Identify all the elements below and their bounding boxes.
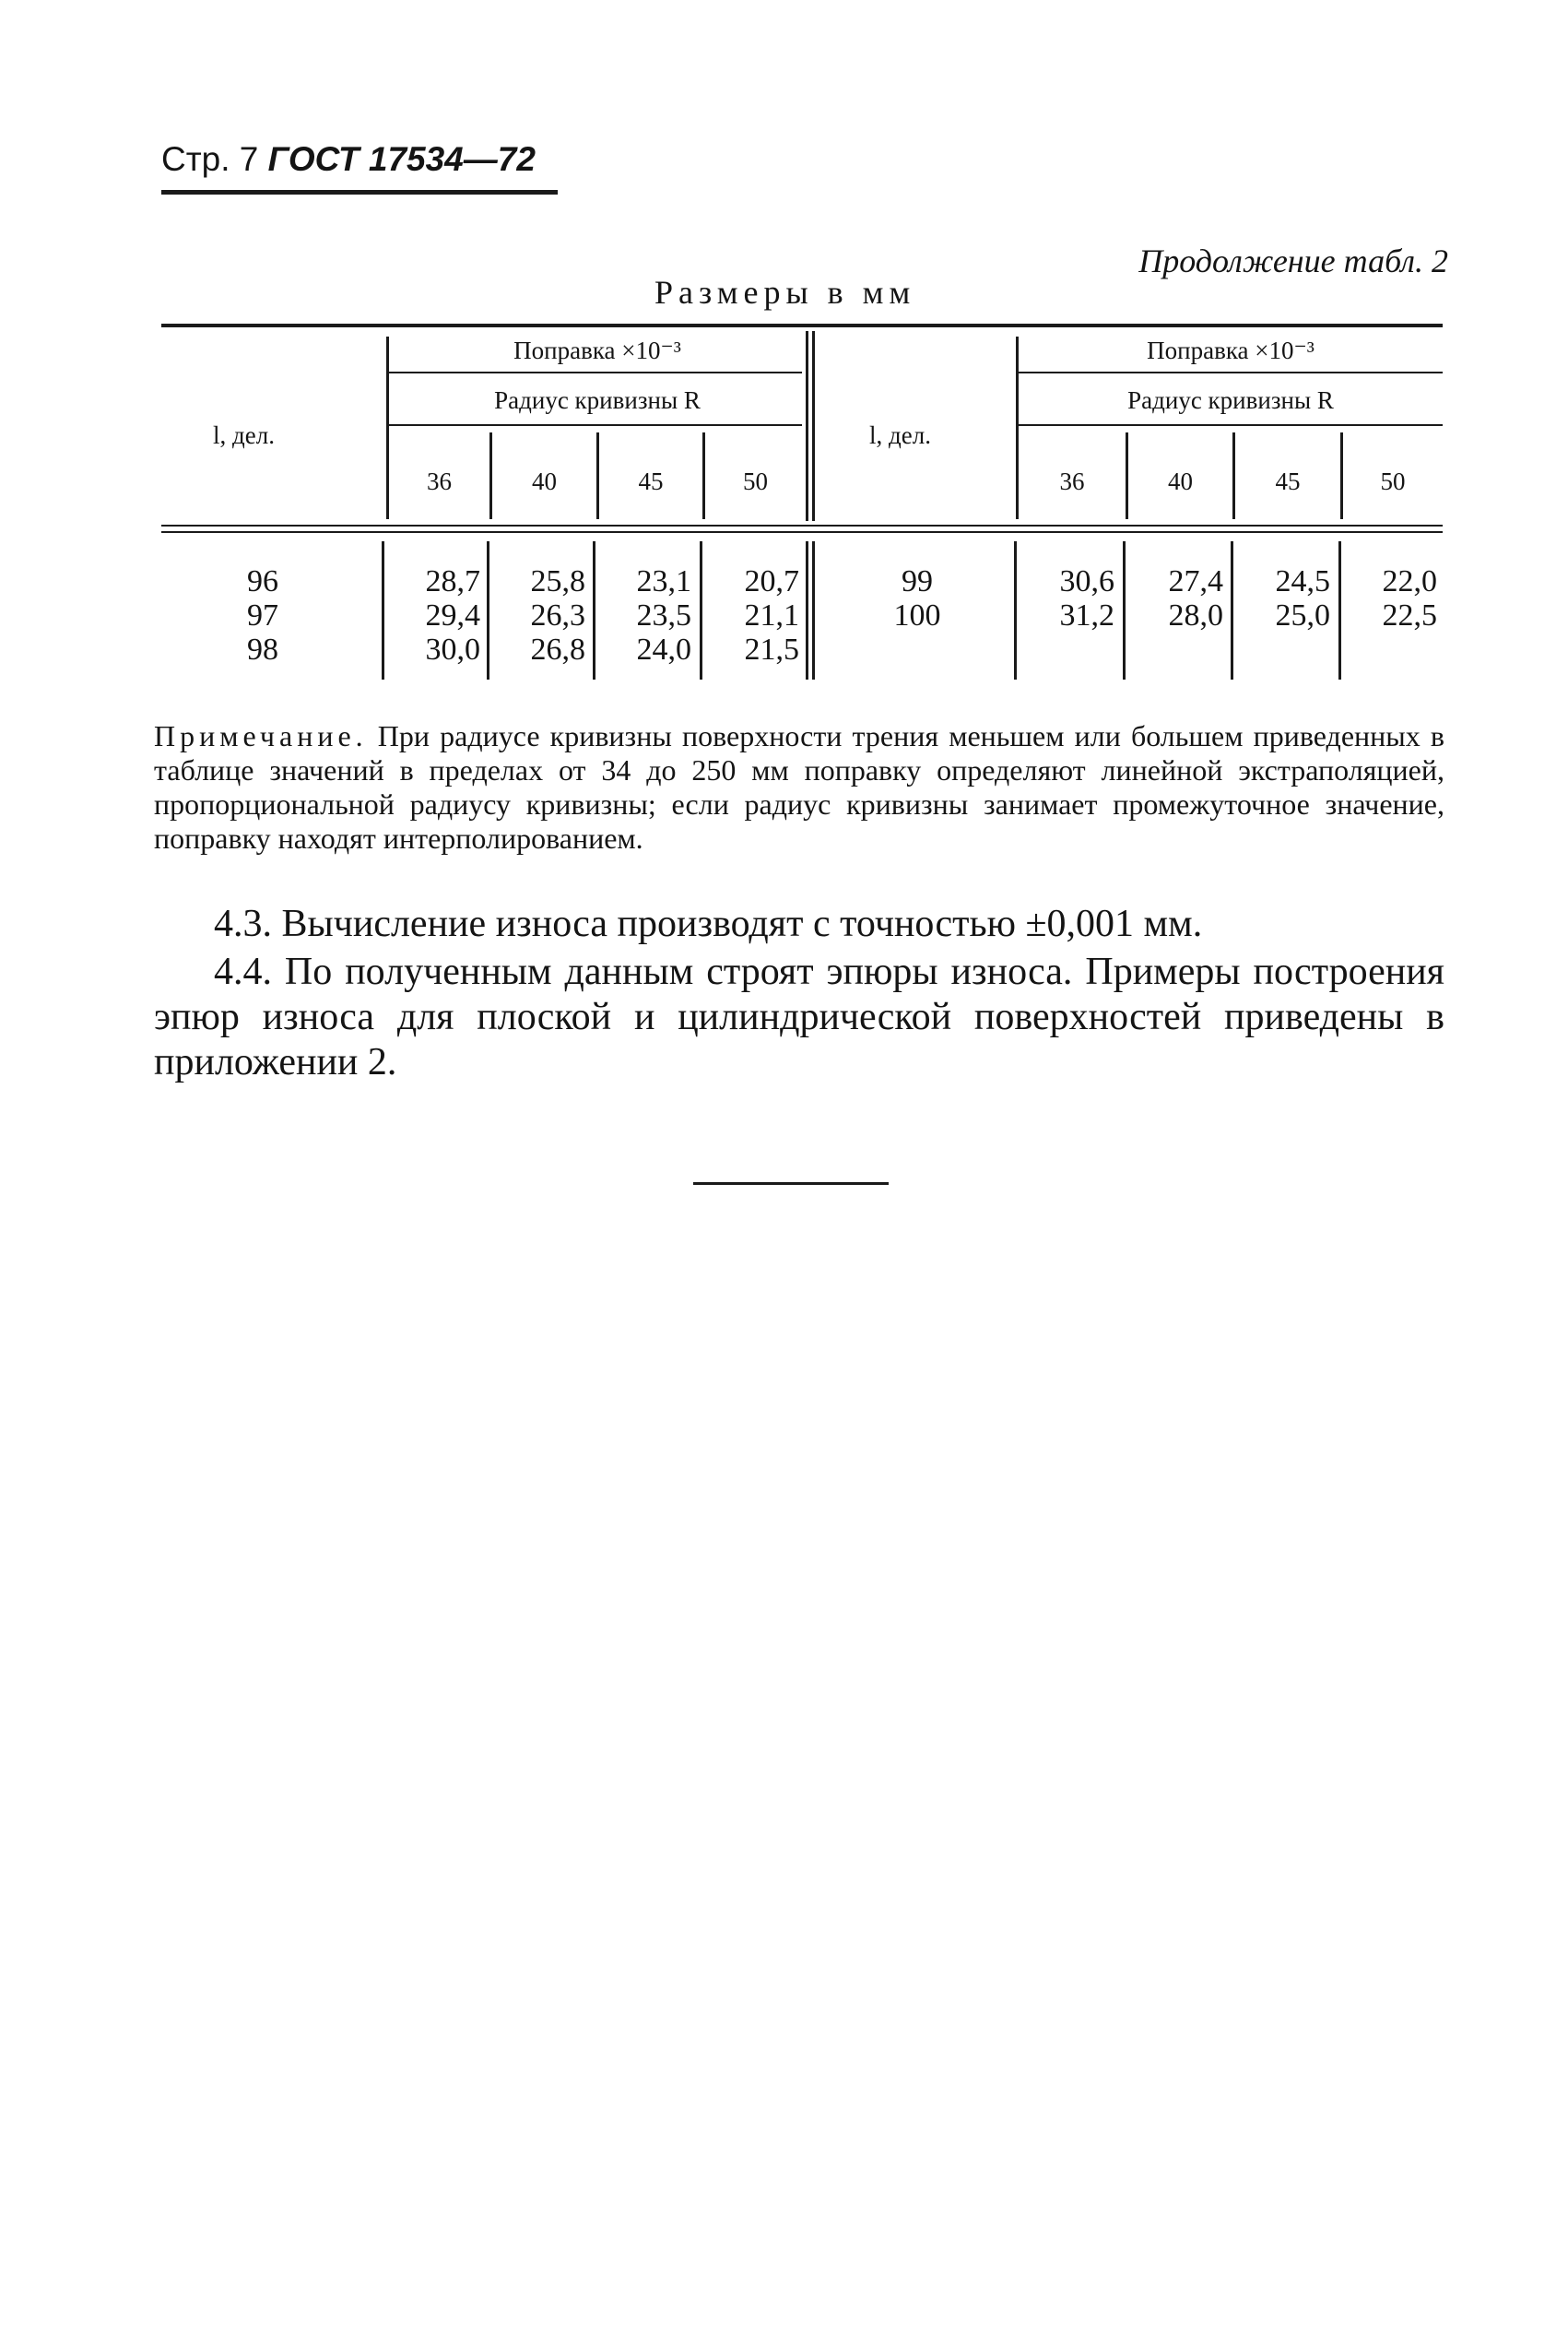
radius-value-header: 36 [427, 468, 452, 495]
table-header-rule [389, 372, 802, 373]
radius-header-right: Радиус кривизны R [1127, 386, 1334, 414]
table-column-rule [1123, 541, 1126, 680]
value-column-r36 [392, 564, 480, 667]
value-column-r50 [709, 564, 799, 667]
radius-value-header: 50 [1380, 468, 1406, 495]
table-header-rule [389, 424, 802, 426]
table-top-rule [161, 324, 1443, 327]
radius-value-header: 40 [1168, 468, 1193, 495]
correction-table [161, 320, 1443, 689]
table-cell: 22,0 [1382, 564, 1437, 598]
table-cell: 24,5 [1275, 564, 1330, 598]
value-column-r40 [497, 564, 585, 667]
page-number: Стр. 7 [161, 140, 259, 178]
paragraph-4-4: 4.4. По полученным данным строят эпюры износа. Примеры построения эпюр износа для плоской и цилиндрической поверхностей приведены в приложении 2. [154, 951, 1444, 1083]
table-cell: 23,5 [636, 598, 691, 633]
radius-value-header: 50 [743, 468, 768, 495]
header-text [161, 138, 558, 181]
correction-header-right: Поправка ×10⁻³ [1147, 337, 1315, 364]
radius-value-header: 45 [1275, 468, 1301, 495]
table-note [154, 719, 1444, 856]
value-column-r36 [1022, 564, 1114, 633]
table-cell: 28,0 [1168, 598, 1223, 633]
table-divider-double-rule [806, 541, 808, 680]
table-cell: 21,1 [744, 598, 799, 633]
l-value-column-right [862, 564, 973, 633]
table-cell: 30,0 [425, 633, 480, 667]
note-label: Примечание. [154, 719, 368, 752]
section-end-rule [693, 1182, 889, 1185]
table-cell: 30,6 [1059, 564, 1114, 598]
table-divider-double-rule [812, 331, 815, 521]
l-value: 100 [893, 598, 941, 633]
table-divider-double-rule [812, 541, 815, 680]
value-column-r45 [1238, 564, 1330, 633]
radius-value-header: 45 [638, 468, 664, 495]
table-column-rule [487, 541, 489, 680]
col-header-l-left: l, дел. [213, 421, 275, 449]
note-text: При радиусе кривизны поверхности трения меньшем или большем приведенных в таблице значений в пределах от 34 до 250 мм поправку определяют линейной экстраполяцией, пропорциональной радиусу кривизны; если радиус кривизны занимает промежуточное значение, поправку находят интерполированием. [154, 719, 1445, 855]
table-column-rule [382, 541, 384, 680]
table-cell: 26,3 [530, 598, 585, 633]
table-divider-double-rule [806, 331, 808, 521]
table-column-rule [1014, 541, 1017, 680]
table-continuation-caption: Продолжение табл. 2 [1138, 243, 1448, 279]
table-header-rule [1019, 372, 1443, 373]
correction-header-left: Поправка ×10⁻³ [513, 337, 681, 364]
l-value: 97 [247, 598, 278, 633]
radius-value-header: 36 [1059, 468, 1085, 495]
l-value: 96 [247, 564, 278, 598]
table-cell: 28,7 [425, 564, 480, 598]
table-column-rule [1338, 541, 1341, 680]
l-value: 99 [902, 564, 933, 598]
header-rule [161, 190, 558, 195]
table-cell: 31,2 [1059, 598, 1114, 633]
table-column-rule [1231, 541, 1233, 680]
l-value: 98 [247, 633, 278, 667]
table-cell: 21,5 [744, 633, 799, 667]
table-column-rule [593, 541, 595, 680]
table-cell: 25,8 [530, 564, 585, 598]
paragraph-4-3: 4.3. Вычисление износа производят с точностью ±0,001 мм. [214, 903, 1203, 945]
table-column-rule [700, 541, 702, 680]
value-column-r45 [602, 564, 691, 667]
table-cell: 23,1 [636, 564, 691, 598]
table-header-rule [1019, 424, 1443, 426]
value-column-r50 [1347, 564, 1437, 633]
table-header-bottom-rule [161, 525, 1443, 527]
standard-number: ГОСТ 17534—72 [267, 140, 536, 178]
table-units-caption: Размеры в мм [654, 274, 916, 311]
table-cell: 22,5 [1382, 598, 1437, 633]
col-header-l-right: l, дел. [869, 421, 931, 449]
table-cell: 26,8 [530, 633, 585, 667]
table-cell: 29,4 [425, 598, 480, 633]
table-header-bottom-rule [161, 531, 1443, 533]
radius-header-left: Радиус кривизны R [494, 386, 701, 414]
table-cell: 24,0 [636, 633, 691, 667]
table-cell: 20,7 [744, 564, 799, 598]
table-cell: 27,4 [1168, 564, 1223, 598]
l-value-column-left [217, 564, 309, 667]
page-header [161, 138, 558, 181]
radius-value-header: 40 [532, 468, 557, 495]
table-cell: 25,0 [1275, 598, 1330, 633]
value-column-r40 [1131, 564, 1223, 633]
